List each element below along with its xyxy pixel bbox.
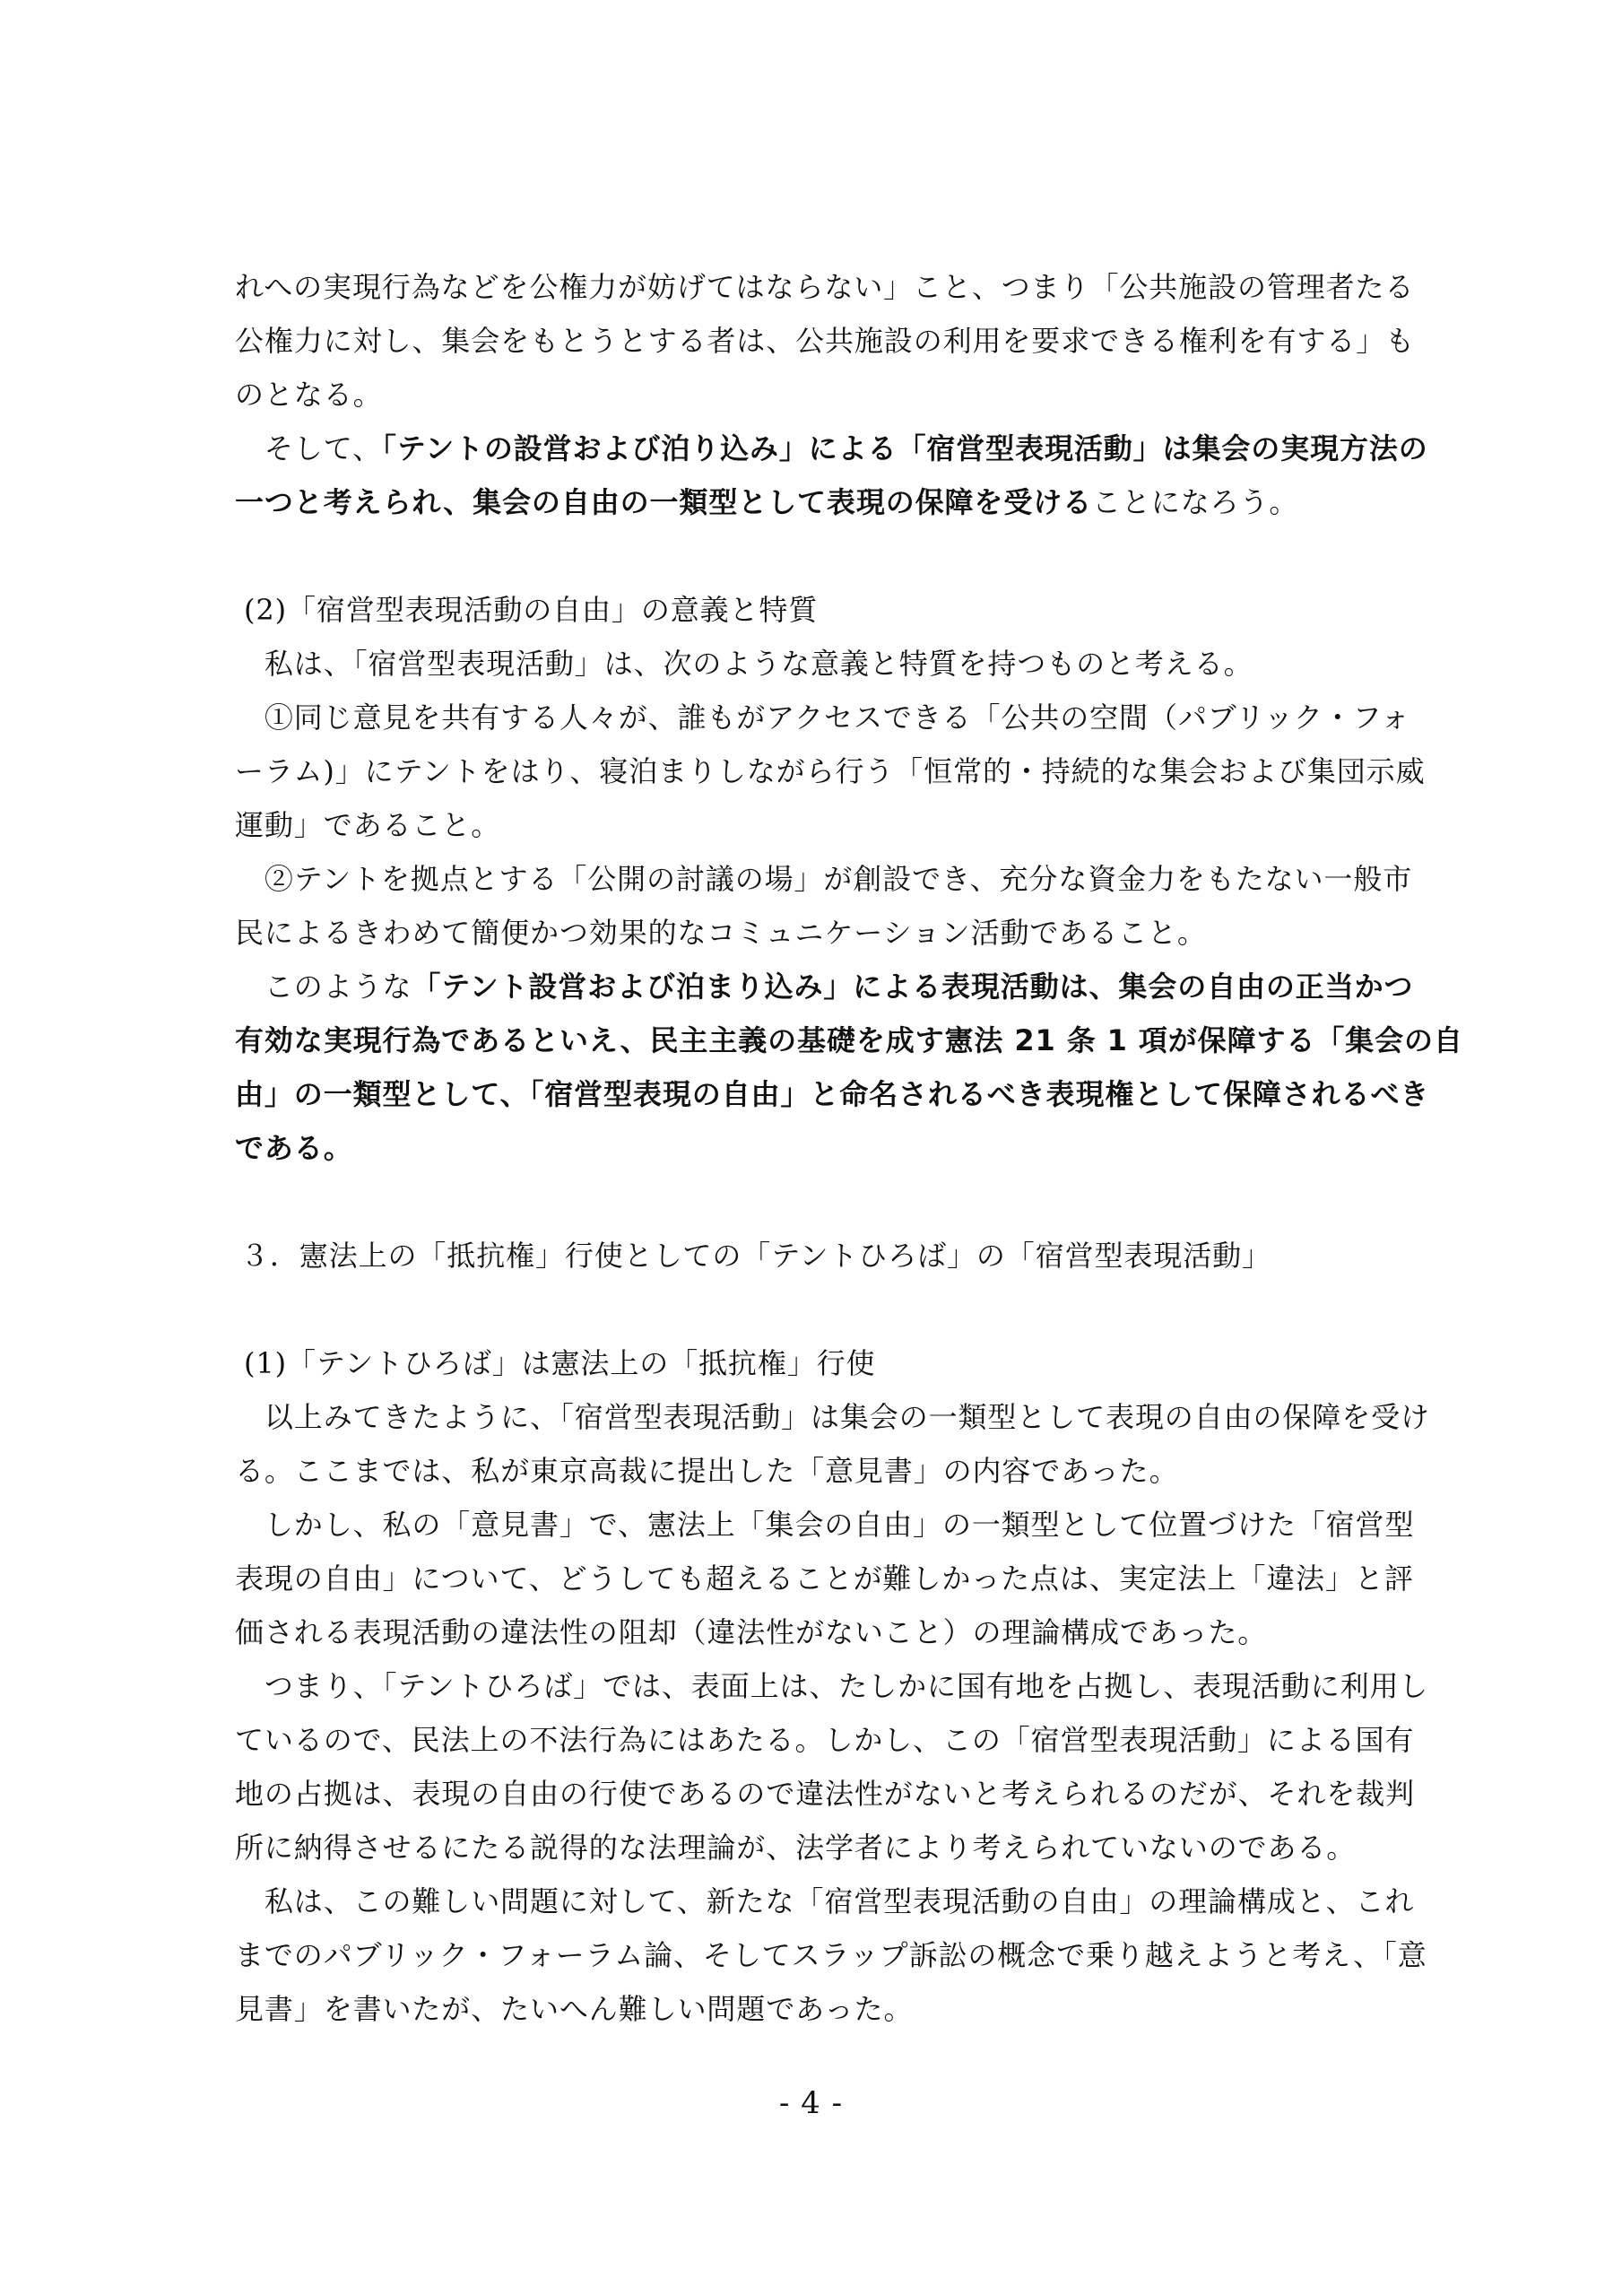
bold-text: 「テント設営および泊まり込み」による表現活動は、集会の自由の正当かつ	[412, 970, 1414, 1004]
plain-text: このような	[235, 970, 412, 1004]
paragraph-line: 私は、「宿営型表現活動」は、次のような意義と特質を持つものと考える。	[235, 647, 1253, 681]
paragraph-line: しかし、私の「意見書」で、憲法上「集会の自由」の一類型として位置づけた「宿営型	[235, 1508, 1415, 1542]
paragraph-line: 以上みてきたように、「宿営型表現活動」は集会の一類型として表現の自由の保障を受け	[235, 1400, 1430, 1434]
paragraph-line: までのパブリック・フォーラム論、そしてスラップ訴訟の概念で乗り越えようと考え、「意	[235, 1938, 1427, 1972]
paragraph-line: ーラム)」にテントをはり、寝泊まりしながら行う「恒常的・持続的な集会および集団示威	[235, 754, 1426, 788]
bold-text: 由」の一類型として、「宿営型表現の自由」と命名されるべき表現権として保障されるべき	[235, 1077, 1430, 1111]
paragraph-line: ②テントを拠点とする「公開の討議の場」が創設でき、充分な資金力をもたない一般市	[235, 862, 1413, 896]
paragraph-line: つまり、「テントひろば」では、表面上は、たしかに国有地を占拠し、表現活動に利用し	[235, 1669, 1429, 1703]
paragraph-line: 地の占拠は、表現の自由の行使であるので違法性がないと考えられるのだが、それを裁判	[235, 1777, 1416, 1811]
page-number: - 4 -	[778, 2085, 844, 2121]
subsection-heading: (1)「テントひろば」は憲法上の「抵抗権」行使	[244, 1346, 876, 1380]
paragraph-line	[235, 481, 1401, 524]
paragraph-line: 見書」を書いたが、たいへん難しい問題であった。	[235, 1992, 914, 2026]
bold-text: 「テントの設営および泊り込み」による「宿営型表現活動」は集会の実現方法の	[381, 431, 1428, 465]
paragraph-line: 公権力に対し、集会をもとうとする者は、公共施設の利用を要求できる権利を有する」も	[235, 324, 1416, 358]
paragraph-line: 価される表現活動の違法性の阻却（違法性がないこと）の理論構成であった。	[235, 1615, 1268, 1649]
section-heading: ３．憲法上の「抵抗権」行使としての「テントひろば」の「宿営型表現活動」	[240, 1239, 1271, 1273]
paragraph-line	[235, 427, 1428, 470]
paragraph-line: 所に納得させるにたる説得的な法理論が、法学者により考えられていないのである。	[235, 1831, 1357, 1865]
plain-text: ことになろう。	[1092, 485, 1299, 519]
paragraph-line	[235, 1126, 1401, 1170]
paragraph-line: る。ここまでは、私が東京高裁に提出した「意見書」の内容であった。	[235, 1454, 1179, 1488]
bold-text: 一つと考えられ、集会の自由の一類型として表現の保障を受ける	[235, 485, 1093, 519]
blank-line	[235, 1288, 1401, 1342]
plain-text: そして、	[235, 431, 382, 465]
paragraph-line: 民によるきわめて簡便かつ効果的なコミュニケーション活動であること。	[235, 916, 1207, 950]
paragraph-line: のとなる。	[235, 378, 383, 412]
blank-line	[235, 1180, 1401, 1234]
paragraph-line: れへの実現行為などを公権力が妨げてはならない」こと、つまり「公共施設の管理者たる	[235, 270, 1415, 304]
paragraph-line: 表現の自由」について、どうしても超えることが難しかった点は、実定法上「違法」と評	[235, 1561, 1414, 1596]
paragraph-line: ているので、民法上の不法行為にはあたる。しかし、この「宿営型表現活動」による国有	[235, 1723, 1415, 1757]
document-body	[235, 265, 1463, 2041]
paragraph-line	[235, 1073, 1430, 1116]
paragraph-line	[235, 965, 1414, 1008]
bold-text: 有効な実現行為であるといえ、民主主義の基礎を成す憲法 21 条 1 項が保障する「集会の自	[235, 1023, 1463, 1057]
subsection-heading: (2)「宿営型表現活動の自由」の意義と特質	[244, 593, 819, 627]
blank-line	[235, 535, 1401, 588]
paragraph-line: ①同じ意見を共有する人々が、誰もがアクセスできる「公共の空間（パブリック・フォ	[235, 700, 1410, 735]
paragraph-line: 運動」であること。	[235, 808, 501, 842]
paragraph-line: 私は、この難しい問題に対して、新たな「宿営型表現活動の自由」の理論構成と、これ	[235, 1884, 1415, 1918]
bold-text: である。	[235, 1131, 353, 1165]
paragraph-line	[235, 1019, 1463, 1062]
